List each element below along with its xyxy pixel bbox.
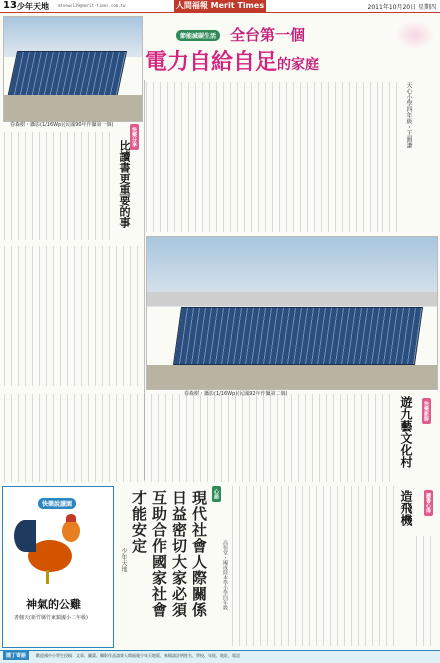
- article1-body: [4, 132, 112, 240]
- right-author: 天心小學四年級・王韻謙: [405, 82, 412, 148]
- article2-title: 遊九藝文化村: [399, 396, 413, 468]
- bottom-right-text: [416, 536, 436, 646]
- poem-line-4: 才能安定: [130, 490, 148, 554]
- masthead: 人間福報 Merit Times: [175, 1, 265, 10]
- poem-line-2: 日益密切大家必須: [170, 490, 188, 618]
- poem-signature: 少年天地: [120, 548, 127, 572]
- poem-line-3: 互助合作國家社會: [150, 490, 168, 618]
- headline-main: 電力自給自足: [145, 50, 278, 75]
- poem-tag: 心語: [212, 486, 221, 502]
- rooster-tail: [14, 520, 36, 552]
- lower-body-text: [4, 394, 396, 482]
- page-number: 13: [3, 0, 17, 11]
- rooster-illustration: [14, 512, 100, 588]
- top-solar-photo: [3, 16, 143, 122]
- poem-block: [114, 486, 210, 646]
- section-title: 少年天地: [17, 2, 49, 11]
- rooster-title: 神氣的公雞: [26, 598, 81, 611]
- article2-tag: 快樂新鮮: [422, 398, 431, 424]
- middle-photo-caption: 春森樹・攝影(1/16Wp)(民國92年作攝第二個): [184, 391, 288, 397]
- main-article-body-top: [146, 82, 378, 232]
- headline-line2: [145, 45, 319, 76]
- issue-date: 2011年10月20日 星期四: [367, 4, 436, 11]
- headline-kicker: 節能減碳生活: [176, 30, 220, 41]
- article1-title: 比讀書更重要的事: [118, 140, 131, 228]
- rooster-comb: [66, 514, 76, 522]
- article3-tag: 讀書心得: [424, 490, 433, 516]
- rooster-head: [62, 520, 80, 542]
- left-middle-body: [4, 246, 142, 386]
- rooster-leg: [46, 570, 49, 584]
- top-photo-caption: 春森樹・攝影(1/16Wp)(民國90年作攝第一個): [10, 122, 114, 128]
- reading-corner-label: 快樂說讀園: [38, 498, 76, 509]
- headline-small: 的家庭: [277, 57, 320, 73]
- headline-line1: 全台第一個: [230, 26, 306, 44]
- poem-line-1: 現代社會人際關係: [190, 490, 208, 618]
- header-email: mtnews119@merit-times.com.tw: [58, 3, 126, 8]
- poem-author: 高恒堂・國成陸本學小學四年級: [222, 540, 228, 610]
- footer-text: 歡迎國中小學生投稿：文章、圖畫、攝影作品請寄人間福報少年天地版，來稿請註明姓名、學校、年級、地址、電話: [36, 653, 240, 658]
- article1-tag: 快樂分享: [130, 124, 139, 150]
- decorative-flower: [395, 20, 435, 50]
- bottom-body-text: [232, 486, 394, 646]
- rooster-author: 書翹天(新竹縣竹東鎮國小二年級): [14, 615, 88, 621]
- right-article-body: [382, 82, 402, 232]
- article3-title: 造飛機: [399, 490, 413, 526]
- factory-building: [147, 292, 437, 306]
- middle-solar-photo: [146, 236, 438, 390]
- footer-label: 園丁寄語: [3, 651, 29, 660]
